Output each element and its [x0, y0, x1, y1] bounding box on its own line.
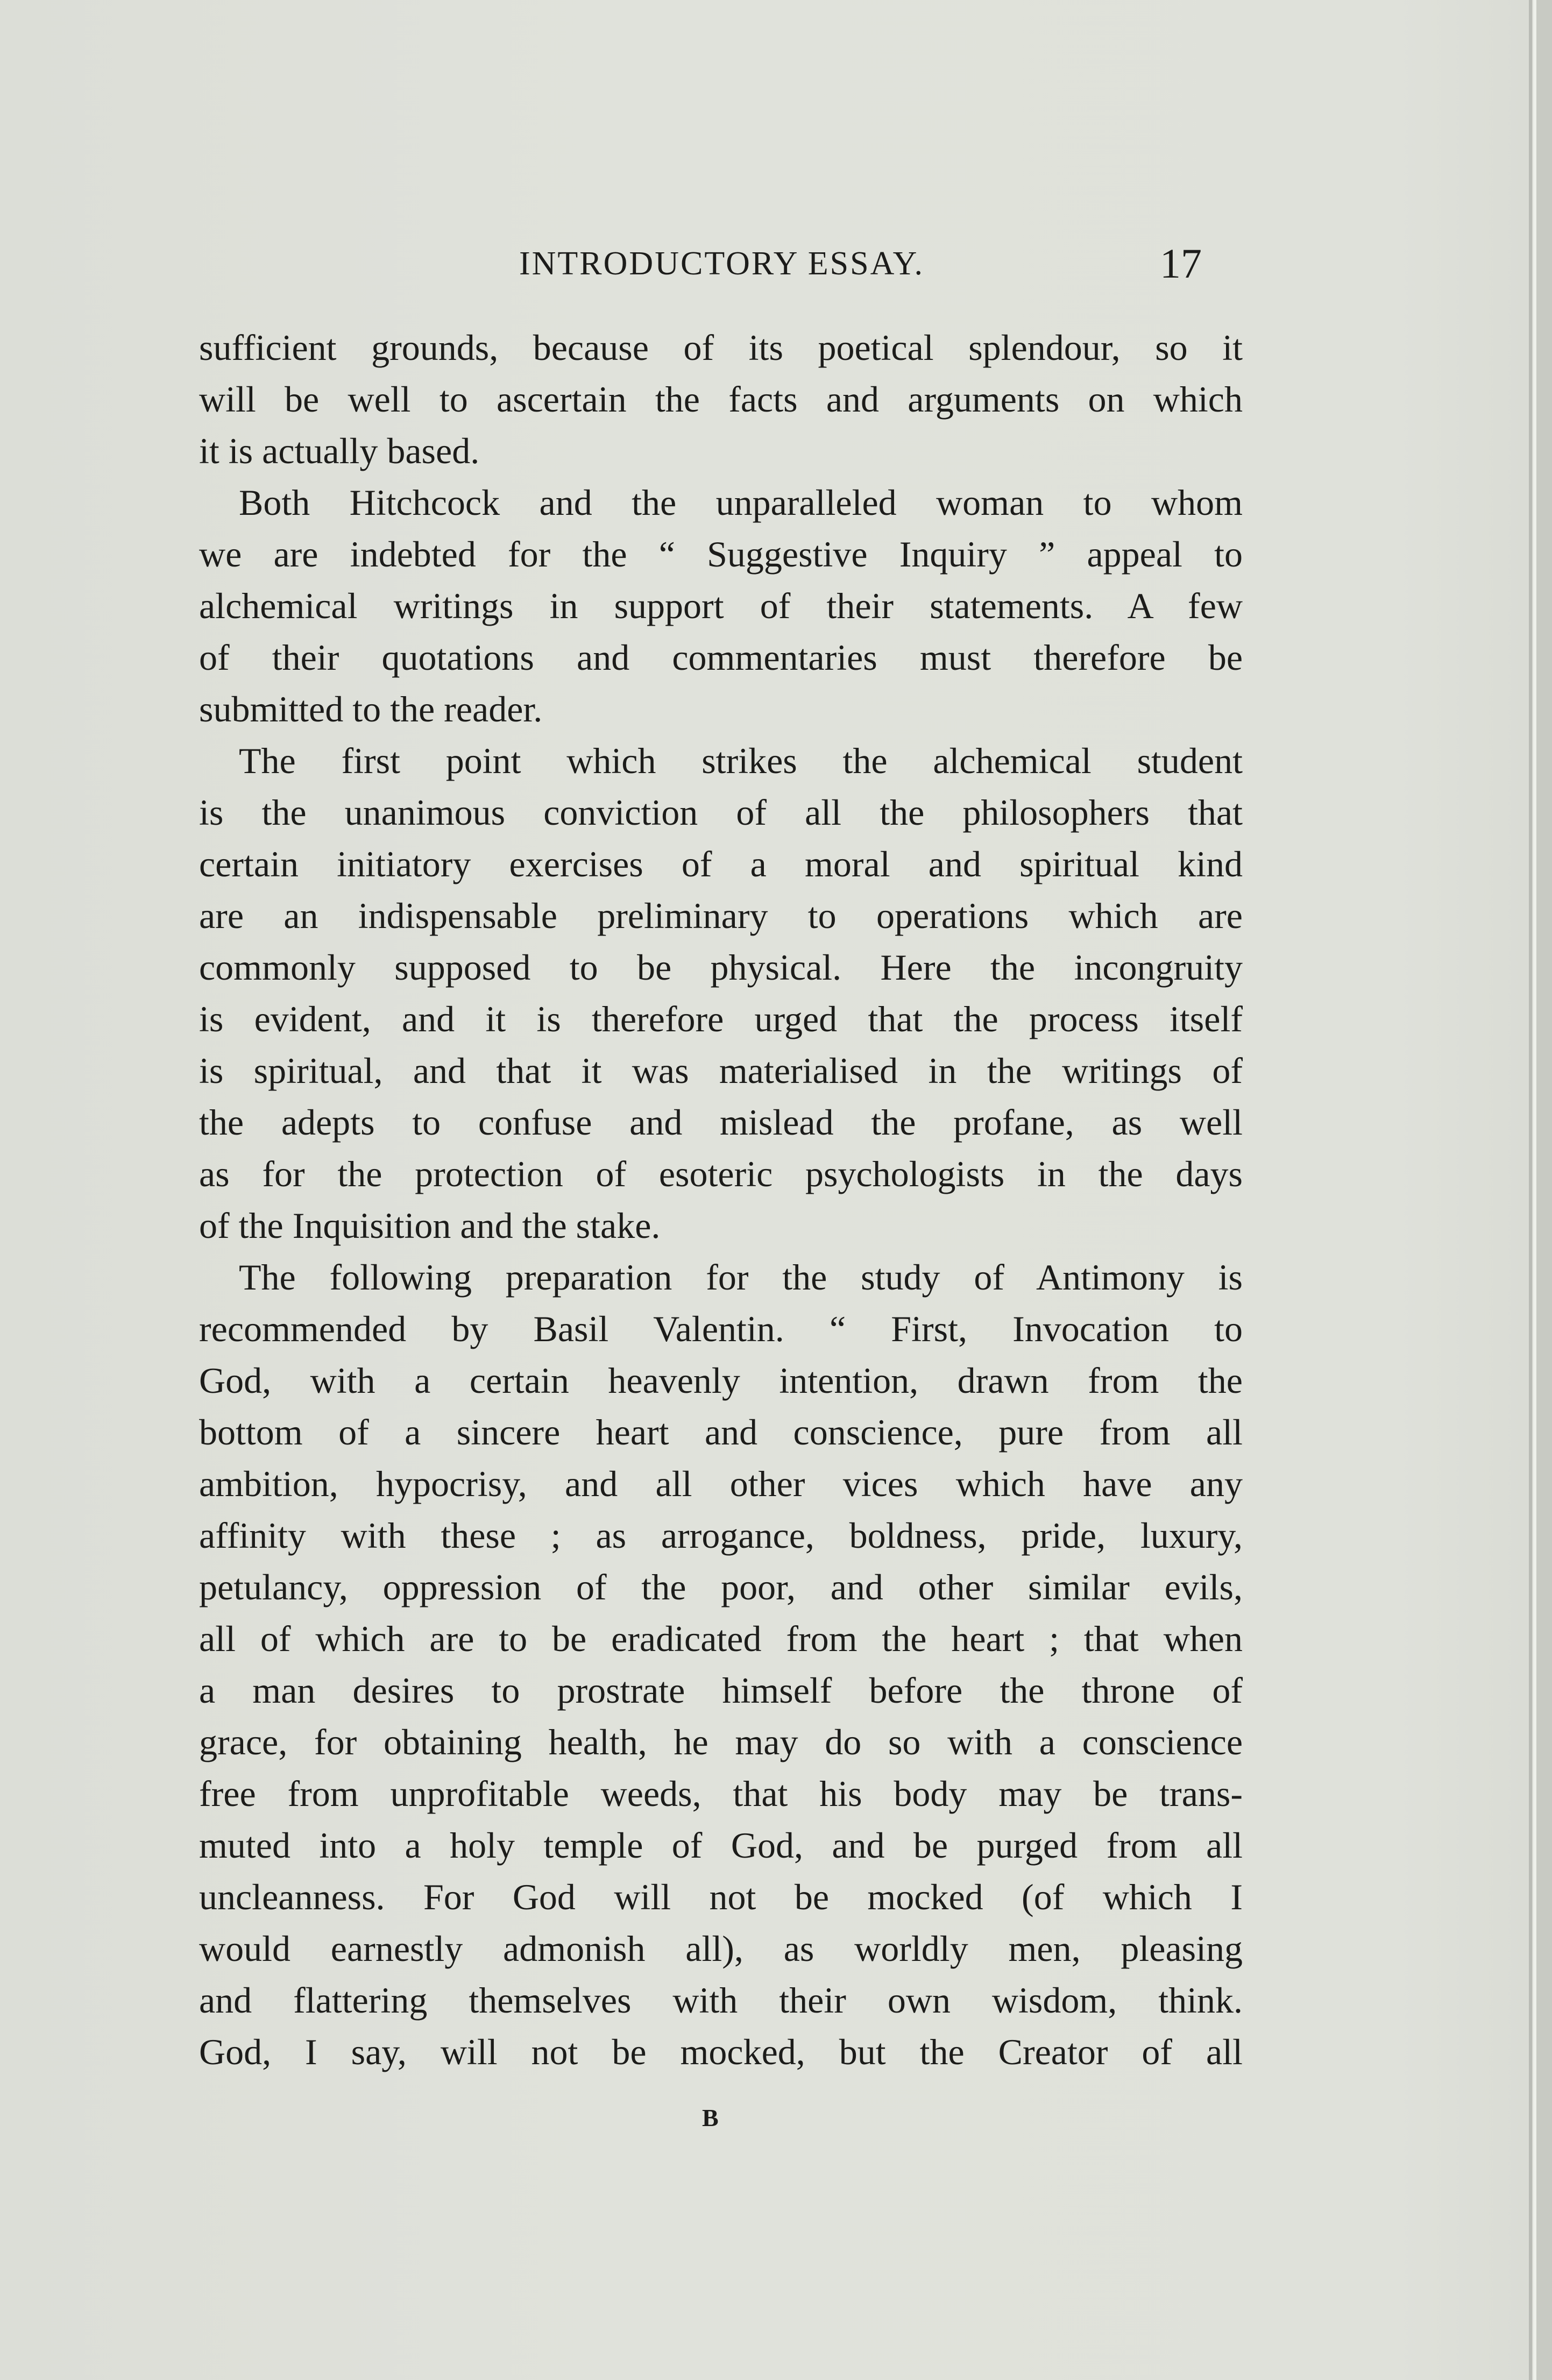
text-line: would earnestly admonish all), as worldly men, pleasing [199, 1928, 1243, 1969]
text-line: sufficient grounds, because of its poetical splendour, so it [199, 327, 1243, 368]
paragraph [199, 1251, 1243, 2078]
text-line: free from unprofitable weeds, that his body may be trans- [199, 1773, 1243, 1814]
text-line: are an indispensable preliminary to operations which are [199, 895, 1243, 936]
text-line: a man desires to prostrate himself before the throne of [199, 1670, 1243, 1711]
text-line: The following preparation for the study of Antimony is [239, 1257, 1243, 1298]
page-edge-outer [1536, 0, 1552, 2380]
page-number: 17 [1160, 240, 1202, 287]
text-line: of the Inquisition and the stake. [199, 1205, 661, 1246]
text-line: bottom of a sincere heart and conscience, pure from all [199, 1412, 1243, 1453]
text-line: petulancy, oppression of the poor, and other similar evils, [199, 1567, 1243, 1607]
running-title: INTRODUCTORY ESSAY. [519, 245, 924, 282]
text-line: muted into a holy temple of God, and be purged from all [199, 1825, 1243, 1866]
body-text [199, 322, 1243, 2078]
running-head [199, 240, 1248, 293]
text-line: God, I say, will not be mocked, but the Creator of all [199, 2031, 1243, 2072]
text-line: is the unanimous conviction of all the philosophers that [199, 792, 1243, 833]
text-line: grace, for obtaining health, he may do so with a conscience [199, 1722, 1243, 1762]
text-line: is spiritual, and that it was materialised in the writings of [199, 1050, 1243, 1091]
text-line: and flattering themselves with their own wisdom, think. [199, 1980, 1243, 2021]
text-line: we are indebted for the “ Suggestive Inquiry ” appeal to [199, 534, 1243, 575]
text-line: Both Hitchcock and the unparalleled woman to whom [239, 482, 1243, 523]
text-line: submitted to the reader. [199, 689, 543, 729]
paragraph [199, 735, 1243, 1251]
text-line: will be well to ascertain the facts and arguments on which [199, 379, 1243, 420]
paragraph [199, 322, 1243, 477]
text-line: the adepts to confuse and mislead the profane, as well [199, 1102, 1243, 1143]
text-line: all of which are to be eradicated from the heart ; that when [199, 1618, 1243, 1659]
text-line: ambition, hypocrisy, and all other vices which have any [199, 1463, 1243, 1504]
text-line: recommended by Basil Valentin. “ First, Invocation to [199, 1308, 1243, 1349]
text-line: commonly supposed to be physical. Here the incongruity [199, 947, 1243, 988]
text-line: as for the protection of esoteric psychologists in the days [199, 1153, 1243, 1194]
paragraph [199, 477, 1243, 735]
text-line: alchemical writings in support of their statements. A few [199, 585, 1243, 626]
text-line: it is actually based. [199, 430, 480, 471]
text-line: affinity with these ; as arrogance, boldness, pride, luxury, [199, 1515, 1243, 1556]
text-line: God, with a certain heavenly intention, drawn from the [199, 1360, 1243, 1401]
text-line: The first point which strikes the alchemical student [239, 740, 1243, 781]
text-line: certain initiatory exercises of a moral and spiritual kind [199, 844, 1243, 884]
text-line: of their quotations and commentaries must therefore be [199, 637, 1243, 678]
page-edge-shadow [1529, 0, 1532, 2380]
signature-mark: B [702, 2104, 719, 2131]
text-line: is evident, and it is therefore urged that the process itself [199, 998, 1243, 1039]
text-line: uncleanness. For God will not be mocked (of which I [199, 1876, 1243, 1917]
